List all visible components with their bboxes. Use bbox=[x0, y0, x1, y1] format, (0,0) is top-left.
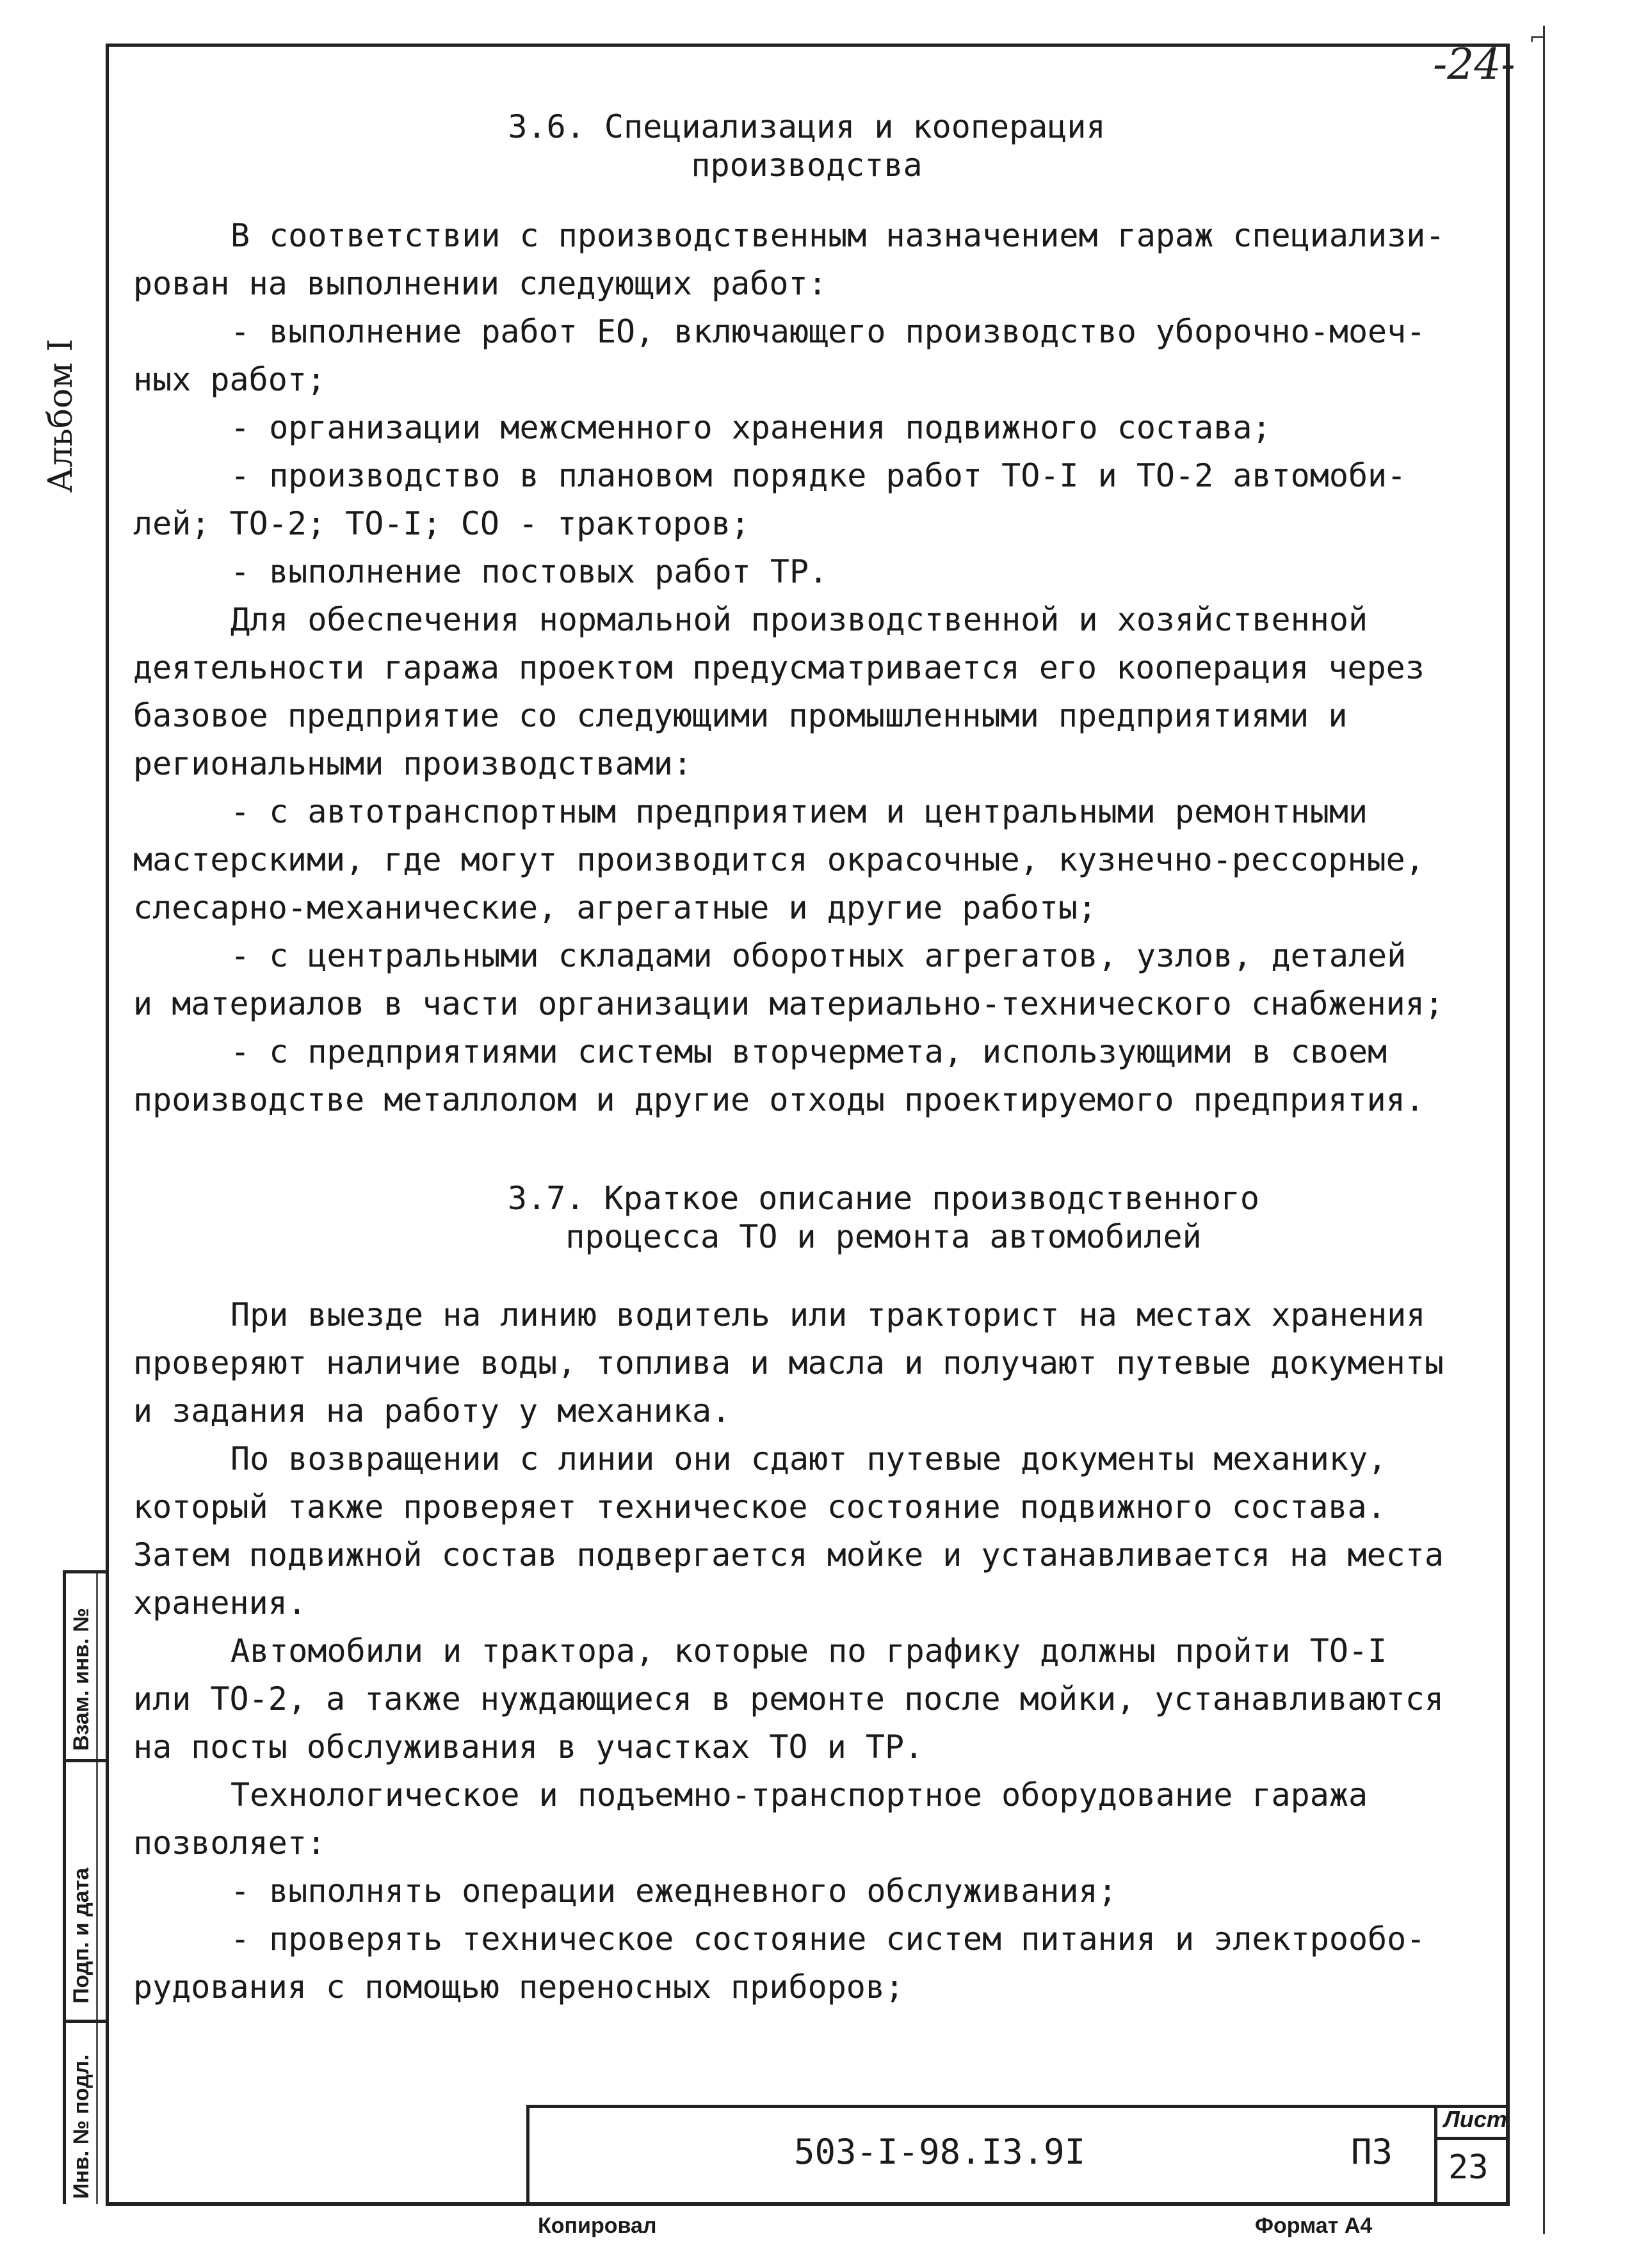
text-line: - организации межсменного хранения подвижного состава; bbox=[230, 409, 1272, 446]
heading-line: производства bbox=[691, 147, 923, 184]
text-line: производстве металлолом и другие отходы проектируемого предприятия. bbox=[133, 1081, 1425, 1118]
stamp-separator bbox=[63, 1570, 109, 1573]
text-line: хранения. bbox=[133, 1584, 307, 1621]
text-line: - выполнение работ ЕО, включающего производство уборочно-моеч- bbox=[230, 313, 1426, 350]
stamp-podp-data: Подп. и дата bbox=[69, 1867, 93, 2004]
album-label: Альбом I bbox=[42, 339, 80, 493]
heading-line: 3.7. Краткое описание производственного bbox=[508, 1180, 1259, 1217]
text-line: - с центральными складами оборотных агрегатов, узлов, деталей bbox=[230, 937, 1407, 974]
stamp-separator bbox=[63, 2020, 109, 2023]
text-line: или ТО-2, а также нуждающиеся в ремонте после мойки, устанавливаются bbox=[133, 1680, 1444, 1717]
stamp-inner-line bbox=[96, 1570, 98, 2204]
section-3-7-heading bbox=[192, 1179, 1575, 1256]
text-line: - с автотранспортным предприятием и центральными ремонтными bbox=[230, 793, 1368, 830]
text-line: ных работ; bbox=[133, 361, 327, 398]
text-line: Автомобили и трактора, которые по графику должны пройти ТО-I bbox=[230, 1632, 1387, 1669]
text-line: рудования с помощью переносных приборов; bbox=[133, 1968, 905, 2006]
text-line: который также проверяет техническое состояние подвижного состава. bbox=[133, 1488, 1386, 1525]
heading-line: 3.6. Специализация и кооперация bbox=[508, 108, 1106, 145]
text-line: - выполнять операции ежедневного обслуживания; bbox=[230, 1872, 1117, 1910]
frame-right-border bbox=[1506, 44, 1510, 2205]
sheet-label: Лист bbox=[1444, 2106, 1507, 2132]
text-line: Для обеспечения нормальной производственной и хозяйственной bbox=[230, 601, 1368, 638]
text-line: региональными производствами: bbox=[133, 745, 692, 782]
title-block-divider bbox=[1434, 2105, 1437, 2206]
text-line: базовое предприятие со следующими промышленными предприятиями и bbox=[133, 697, 1348, 734]
text-line: и задания на работу у механика. bbox=[133, 1392, 731, 1429]
stamp-left-line bbox=[63, 1570, 66, 2204]
text-line: лей; ТО-2; ТО-I; СО - тракторов; bbox=[133, 505, 750, 542]
document-code: 503-I-98.I3.9I bbox=[794, 2132, 1086, 2172]
text-line: позволяет: bbox=[133, 1824, 327, 1862]
text-line: - с предприятиями системы вторчермета, использующими в своем bbox=[230, 1033, 1387, 1070]
sheet-number: 23 bbox=[1448, 2148, 1489, 2187]
text-line: - производство в плановом порядке работ ТО-I и ТО-2 автомоби- bbox=[230, 457, 1407, 494]
outer-margin-line bbox=[1543, 26, 1545, 2234]
text-line: рован на выполнении следующих работ: bbox=[133, 265, 827, 302]
text-line: - выполнение постовых работ ТР. bbox=[230, 553, 829, 590]
frame-left-border bbox=[106, 44, 109, 2205]
frame-top-border bbox=[106, 44, 1510, 47]
text-line: Технологическое и подъемно-транспортное оборудование гаража bbox=[230, 1776, 1368, 1814]
stamp-inv-podl: Инв. № подл. bbox=[69, 2054, 93, 2199]
text-line: деятельности гаража проектом предусматривается его кооперация через bbox=[133, 649, 1425, 686]
section-3-6-heading bbox=[115, 108, 1498, 184]
text-line: В соответствии с производственным назначением гараж специализи- bbox=[230, 217, 1445, 254]
text-line: проверяют наличие воды, топлива и масла и получают путевые документы bbox=[133, 1344, 1444, 1381]
text-line: мастерскими, где могут производится окрасочные, кузнечно-рессорные, bbox=[133, 841, 1425, 878]
text-line: По возвращении с линии они сдают путевые документы механику, bbox=[230, 1440, 1387, 1477]
stamp-vzam-inv: Взам. инв. № bbox=[69, 1607, 93, 1751]
document-type: ПЗ bbox=[1351, 2132, 1393, 2172]
heading-line: процесса ТО и ремонта автомобилей bbox=[565, 1218, 1202, 1255]
footer-format: Формат А4 bbox=[1255, 2214, 1373, 2238]
footer-copied: Копировал bbox=[538, 2214, 657, 2238]
text-line: При выезде на линию водитель или тракторист на местах хранения bbox=[230, 1296, 1426, 1333]
text-line: - проверять техническое состояние систем питания и электрообо- bbox=[230, 1920, 1426, 1958]
text-line: слесарно-механические, агрегатные и другие работы; bbox=[133, 889, 1097, 926]
corner-mark: ⌐ bbox=[1529, 26, 1546, 50]
text-line: на посты обслуживания в участках ТО и ТР. bbox=[133, 1728, 924, 1765]
handwritten-sheet-number: -24- bbox=[1433, 40, 1516, 89]
text-line: и материалов в части организации материально-технического снабжения; bbox=[133, 985, 1444, 1022]
text-line: Затем подвижной состав подвергается мойке и устанавливается на места bbox=[133, 1536, 1444, 1573]
sheet-separator bbox=[1434, 2137, 1510, 2140]
stamp-separator bbox=[63, 1759, 109, 1762]
